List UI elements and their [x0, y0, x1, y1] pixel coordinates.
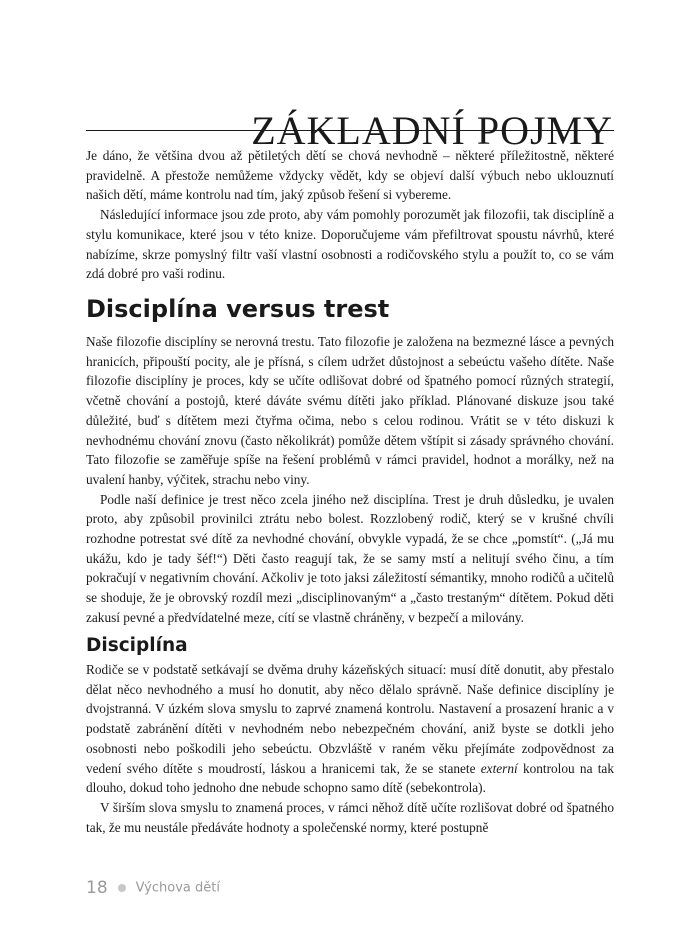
- section2-paragraph-2: V širším slova smyslu to znamená proces, v rámci něhož dítě učíte rozlišovat dobré od špatného tak, že mu neustále předáváte hodnoty a společenské normy, které postupně: [86, 799, 614, 835]
- section2-p1-text-a: Rodiče se v podstatě setkávají se dvěma druhy kázeňských situací: musí dítě donutit, aby přestalo dělat něco nevhodného a musí ho donutit, aby něco dělalo správně. Naše definice disciplíny je dvojstranná. V úzkém slova smyslu to zaprvé znamená kontrolu. Nastavení a prosazení hranic a v podstatě zabránění dítěti v nevhodném nebo nebezpečném chování, aniž byste se dotkli jeho osobnosti nebo poškodili jeho sebeúctu. Obzvláště v raném věku přejímáte zodpovědnost za vedení svého dítěte s moudrostí, láskou a hranicemi tak, že se stanete: [86, 662, 614, 776]
- section2-body: [86, 660, 614, 837]
- section-heading-discipline: Disciplína: [86, 635, 188, 656]
- intro-paragraph-1: Je dáno, že většina dvou až pětiletých dětí se chová nevhodně – některé příležitostně, některé pravidelně. A přestože nemůžeme vždycky vědět, kdy se objeví další výbuch nebo uklouznutí našich dětí, máme kontrolu nad tím, jaký způsob řešení si vybereme.: [86, 148, 614, 203]
- chapter-title: ZÁKLADNÍ POJMY: [251, 107, 613, 153]
- page-footer: [86, 878, 220, 898]
- section2-p1-emphasis: externí: [480, 760, 518, 776]
- bullet-dot-icon: [118, 884, 126, 892]
- section1-paragraph-1: Naše filozofie disciplíny se nerovná trestu. Tato filozofie je založena na bezmezné lásce a pevných hranicích, připouští pocity, ale je přísná, s cílem udržet důstojnost a sebeúctu vašeho dítěte. Naše filozofie disciplíny je proces, kdy se učíte odlišovat dobré od špatného pomocí různých strategií, včetně chování a postojů, které dáváte svému dítěti jako příklad. Plánované diskuze jsou také důležité, buď s dítětem mezi čtyřma očima, nebo s celou rodinou. Vrátit se v této diskuzi k nevhodnému chování znovu (často několikrát) pomůže dětem vštípit si zásady správného chování. Tato filozofie se zaměřuje spíše na řešení problémů v rámci pravidel, hodnot a morálky, než na uvalení hanby, výčitek, strachu nebo viny.: [86, 334, 614, 487]
- intro-block: [86, 146, 614, 284]
- section2-paragraph-1: [86, 660, 614, 798]
- page-number: 18: [86, 878, 108, 898]
- section1-paragraph-2: Podle naší definice je trest něco zcela jiného než disciplína. Trest je druh důsledku, je uvalen proto, aby způsobil provinilci ztrátu nebo bolest. Rozzlobený rodič, který se v krušné chvíli rozhodne potrestat své dítě za nevhodné chování, obvykle vypadá, že se chce „pomstít“. („Já mu ukážu, kdo je tady šéf!“) Děti často reagují tak, že se samy mstí a nelitují svého činu, a tím pokračují v negativním chování. Ačkoliv je toto jaksi záležitostí sémantiky, mnoho rodičů a učitelů se shoduje, že je obrovský rozdíl mezi „disciplinovaným“ a „často trestaným“ dítětem. Pokud děti zakusí pevné a předvídatelné meze, cítí se vlastně chráněny, v bezpečí a milovány.: [86, 491, 614, 625]
- title-underline: [86, 130, 614, 131]
- running-footer-title: Výchova dětí: [135, 880, 220, 896]
- section-heading-discipline-vs-punishment: Disciplína versus trest: [86, 295, 390, 323]
- section2-p1-text-b: kontrolou na tak dlouho, dokud toho jednoho dne nebude schopno samo dítě (sebekontrola).: [86, 760, 614, 796]
- section1-body: [86, 332, 614, 628]
- intro-paragraph-2: Následující informace jsou zde proto, aby vám pomohly porozumět jak filozofii, tak disciplíně a stylu komunikace, které jsou v této knize. Doporučujeme vám přefiltrovat spoustu návrhů, které nabízíme, skrze pomyslný filtr vaší vlastní osobnosti a rodičovského stylu a použít to, co se vám zdá dobré pro vaši rodinu.: [86, 207, 614, 282]
